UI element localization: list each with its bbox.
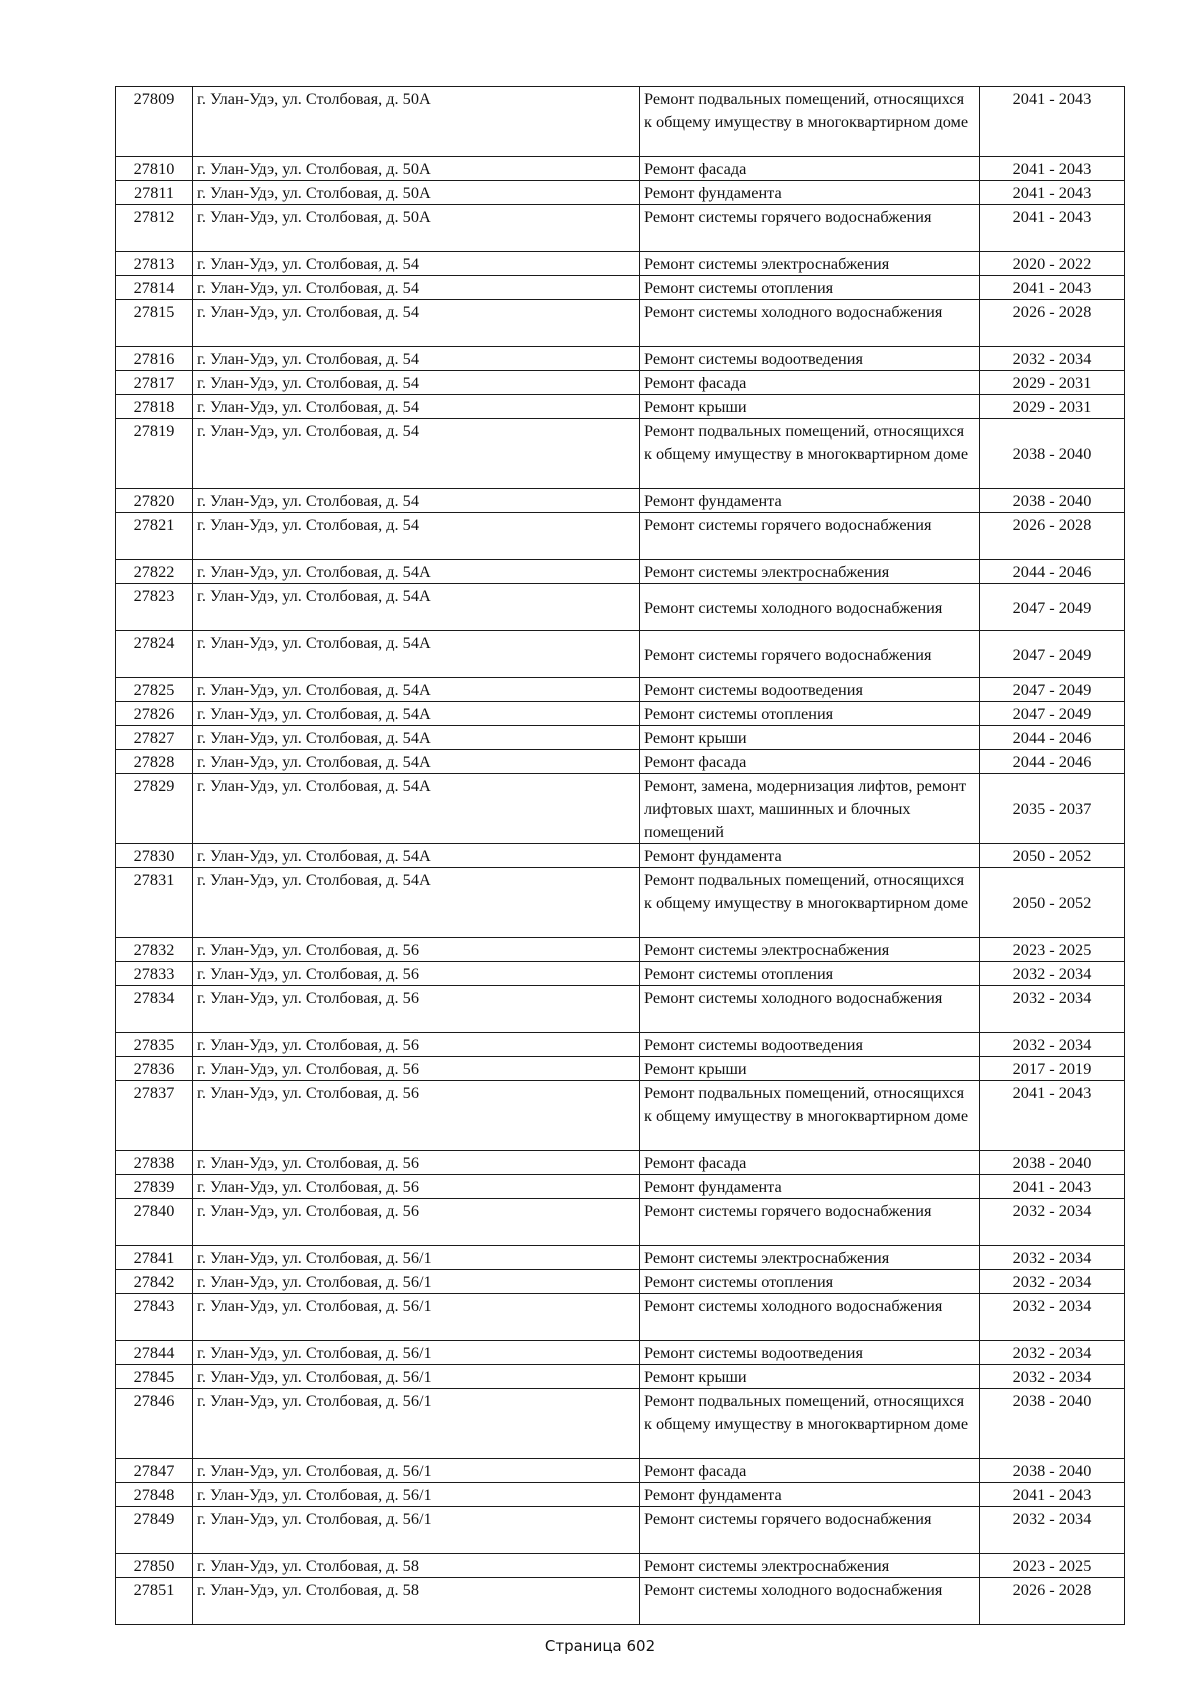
table-row xyxy=(116,726,1125,750)
work-type-cell: Ремонт системы горячего водоснабжения xyxy=(640,1507,980,1554)
address-cell: г. Улан-Удэ, ул. Столбовая, д. 50А xyxy=(193,157,640,181)
period-cell: 2041 - 2043 xyxy=(980,181,1125,205)
table-row xyxy=(116,1341,1125,1365)
row-number-cell: 27823 xyxy=(116,584,193,631)
work-type-cell: Ремонт системы горячего водоснабжения xyxy=(640,205,980,252)
row-number-cell: 27811 xyxy=(116,181,193,205)
row-number-cell: 27814 xyxy=(116,276,193,300)
address-cell: г. Улан-Удэ, ул. Столбовая, д. 56/1 xyxy=(193,1294,640,1341)
work-type-cell: Ремонт системы водоотведения xyxy=(640,347,980,371)
work-type-cell: Ремонт системы электроснабжения xyxy=(640,252,980,276)
address-cell: г. Улан-Удэ, ул. Столбовая, д. 54 xyxy=(193,371,640,395)
table-row xyxy=(116,419,1125,489)
period-cell: 2032 - 2034 xyxy=(980,1199,1125,1246)
period-cell: 2050 - 2052 xyxy=(980,844,1125,868)
table-row xyxy=(116,1246,1125,1270)
address-cell: г. Улан-Удэ, ул. Столбовая, д. 56 xyxy=(193,962,640,986)
period-cell: 2032 - 2034 xyxy=(980,1365,1125,1389)
address-cell: г. Улан-Удэ, ул. Столбовая, д. 56/1 xyxy=(193,1483,640,1507)
address-cell: г. Улан-Удэ, ул. Столбовая, д. 54 xyxy=(193,395,640,419)
table-row xyxy=(116,1294,1125,1341)
row-number-cell: 27844 xyxy=(116,1341,193,1365)
table-row xyxy=(116,513,1125,560)
address-cell: г. Улан-Удэ, ул. Столбовая, д. 56/1 xyxy=(193,1389,640,1459)
address-cell: г. Улан-Удэ, ул. Столбовая, д. 54 xyxy=(193,419,640,489)
table-row xyxy=(116,774,1125,844)
row-number-cell: 27847 xyxy=(116,1459,193,1483)
table-row xyxy=(116,1389,1125,1459)
row-number-cell: 27849 xyxy=(116,1507,193,1554)
row-number-cell: 27825 xyxy=(116,678,193,702)
work-type-cell: Ремонт системы отопления xyxy=(640,962,980,986)
row-number-cell: 27818 xyxy=(116,395,193,419)
address-cell: г. Улан-Удэ, ул. Столбовая, д. 56 xyxy=(193,938,640,962)
table-row xyxy=(116,1081,1125,1151)
table-row xyxy=(116,205,1125,252)
period-cell: 2026 - 2028 xyxy=(980,1578,1125,1625)
row-number-cell: 27832 xyxy=(116,938,193,962)
period-cell: 2032 - 2034 xyxy=(980,1033,1125,1057)
row-number-cell: 27835 xyxy=(116,1033,193,1057)
row-number-cell: 27821 xyxy=(116,513,193,560)
work-type-cell: Ремонт системы электроснабжения xyxy=(640,938,980,962)
work-type-cell: Ремонт крыши xyxy=(640,1057,980,1081)
address-cell: г. Улан-Удэ, ул. Столбовая, д. 56/1 xyxy=(193,1507,640,1554)
period-cell: 2050 - 2052 xyxy=(980,868,1125,938)
address-cell: г. Улан-Удэ, ул. Столбовая, д. 56/1 xyxy=(193,1341,640,1365)
period-cell: 2032 - 2034 xyxy=(980,962,1125,986)
address-cell: г. Улан-Удэ, ул. Столбовая, д. 56/1 xyxy=(193,1270,640,1294)
period-cell: 2032 - 2034 xyxy=(980,347,1125,371)
period-cell: 2038 - 2040 xyxy=(980,1151,1125,1175)
period-cell: 2032 - 2034 xyxy=(980,986,1125,1033)
table-row xyxy=(116,986,1125,1033)
work-type-cell: Ремонт фундамента xyxy=(640,844,980,868)
table-row xyxy=(116,300,1125,347)
row-number-cell: 27829 xyxy=(116,774,193,844)
address-cell: г. Улан-Удэ, ул. Столбовая, д. 54А xyxy=(193,726,640,750)
table-row xyxy=(116,1270,1125,1294)
row-number-cell: 27836 xyxy=(116,1057,193,1081)
period-cell: 2047 - 2049 xyxy=(980,584,1125,631)
row-number-cell: 27848 xyxy=(116,1483,193,1507)
work-type-cell: Ремонт фундамента xyxy=(640,489,980,513)
work-type-cell: Ремонт системы отопления xyxy=(640,276,980,300)
address-cell: г. Улан-Удэ, ул. Столбовая, д. 54А xyxy=(193,678,640,702)
period-cell: 2041 - 2043 xyxy=(980,276,1125,300)
work-type-cell: Ремонт крыши xyxy=(640,1365,980,1389)
row-number-cell: 27839 xyxy=(116,1175,193,1199)
work-type-cell: Ремонт подвальных помещений, относящихся к общему имуществу в многоквартирном доме xyxy=(640,1081,980,1151)
work-type-cell: Ремонт системы отопления xyxy=(640,702,980,726)
row-number-cell: 27822 xyxy=(116,560,193,584)
row-number-cell: 27833 xyxy=(116,962,193,986)
work-type-cell: Ремонт фасада xyxy=(640,371,980,395)
work-type-cell: Ремонт системы электроснабжения xyxy=(640,1246,980,1270)
table-row xyxy=(116,868,1125,938)
row-number-cell: 27810 xyxy=(116,157,193,181)
work-type-cell: Ремонт системы водоотведения xyxy=(640,1341,980,1365)
period-cell: 2035 - 2037 xyxy=(980,774,1125,844)
period-cell: 2038 - 2040 xyxy=(980,1389,1125,1459)
address-cell: г. Улан-Удэ, ул. Столбовая, д. 56/1 xyxy=(193,1459,640,1483)
address-cell: г. Улан-Удэ, ул. Столбовая, д. 54 xyxy=(193,276,640,300)
row-number-cell: 27812 xyxy=(116,205,193,252)
table-row xyxy=(116,276,1125,300)
period-cell: 2041 - 2043 xyxy=(980,1483,1125,1507)
row-number-cell: 27843 xyxy=(116,1294,193,1341)
period-cell: 2038 - 2040 xyxy=(980,1459,1125,1483)
address-cell: г. Улан-Удэ, ул. Столбовая, д. 54А xyxy=(193,702,640,726)
period-cell: 2041 - 2043 xyxy=(980,87,1125,157)
row-number-cell: 27819 xyxy=(116,419,193,489)
address-cell: г. Улан-Удэ, ул. Столбовая, д. 56/1 xyxy=(193,1365,640,1389)
table-row xyxy=(116,678,1125,702)
address-cell: г. Улан-Удэ, ул. Столбовая, д. 56 xyxy=(193,1175,640,1199)
row-number-cell: 27828 xyxy=(116,750,193,774)
period-cell: 2038 - 2040 xyxy=(980,419,1125,489)
table-row xyxy=(116,1175,1125,1199)
table-row xyxy=(116,1365,1125,1389)
work-type-cell: Ремонт крыши xyxy=(640,395,980,419)
period-cell: 2044 - 2046 xyxy=(980,560,1125,584)
work-type-cell: Ремонт системы горячего водоснабжения xyxy=(640,1199,980,1246)
table-body xyxy=(116,87,1125,1625)
table-row xyxy=(116,181,1125,205)
address-cell: г. Улан-Удэ, ул. Столбовая, д. 56 xyxy=(193,1151,640,1175)
work-type-cell: Ремонт подвальных помещений, относящихся к общему имуществу в многоквартирном доме xyxy=(640,87,980,157)
repair-schedule-table xyxy=(115,86,1125,1625)
row-number-cell: 27851 xyxy=(116,1578,193,1625)
address-cell: г. Улан-Удэ, ул. Столбовая, д. 54А xyxy=(193,584,640,631)
row-number-cell: 27842 xyxy=(116,1270,193,1294)
period-cell: 2038 - 2040 xyxy=(980,489,1125,513)
period-cell: 2029 - 2031 xyxy=(980,395,1125,419)
address-cell: г. Улан-Удэ, ул. Столбовая, д. 54 xyxy=(193,513,640,560)
address-cell: г. Улан-Удэ, ул. Столбовая, д. 54 xyxy=(193,300,640,347)
row-number-cell: 27817 xyxy=(116,371,193,395)
table-row xyxy=(116,1151,1125,1175)
row-number-cell: 27826 xyxy=(116,702,193,726)
table-row xyxy=(116,252,1125,276)
period-cell: 2032 - 2034 xyxy=(980,1507,1125,1554)
table-row xyxy=(116,1554,1125,1578)
row-number-cell: 27830 xyxy=(116,844,193,868)
table-row xyxy=(116,1507,1125,1554)
work-type-cell: Ремонт системы горячего водоснабжения xyxy=(640,631,980,678)
row-number-cell: 27824 xyxy=(116,631,193,678)
period-cell: 2026 - 2028 xyxy=(980,300,1125,347)
work-type-cell: Ремонт системы холодного водоснабжения xyxy=(640,1578,980,1625)
address-cell: г. Улан-Удэ, ул. Столбовая, д. 54 xyxy=(193,252,640,276)
address-cell: г. Улан-Удэ, ул. Столбовая, д. 54А xyxy=(193,560,640,584)
period-cell: 2029 - 2031 xyxy=(980,371,1125,395)
work-type-cell: Ремонт фасада xyxy=(640,1459,980,1483)
period-cell: 2041 - 2043 xyxy=(980,157,1125,181)
period-cell: 2032 - 2034 xyxy=(980,1341,1125,1365)
address-cell: г. Улан-Удэ, ул. Столбовая, д. 56 xyxy=(193,1081,640,1151)
row-number-cell: 27815 xyxy=(116,300,193,347)
address-cell: г. Улан-Удэ, ул. Столбовая, д. 58 xyxy=(193,1554,640,1578)
page-number: Страница 602 xyxy=(544,1637,656,1655)
work-type-cell: Ремонт фасада xyxy=(640,157,980,181)
period-cell: 2047 - 2049 xyxy=(980,702,1125,726)
period-cell: 2044 - 2046 xyxy=(980,726,1125,750)
table-row xyxy=(116,1483,1125,1507)
row-number-cell: 27846 xyxy=(116,1389,193,1459)
row-number-cell: 27840 xyxy=(116,1199,193,1246)
row-number-cell: 27809 xyxy=(116,87,193,157)
period-cell: 2032 - 2034 xyxy=(980,1246,1125,1270)
row-number-cell: 27831 xyxy=(116,868,193,938)
address-cell: г. Улан-Удэ, ул. Столбовая, д. 54 xyxy=(193,489,640,513)
row-number-cell: 27816 xyxy=(116,347,193,371)
table-row xyxy=(116,1199,1125,1246)
address-cell: г. Улан-Удэ, ул. Столбовая, д. 54А xyxy=(193,631,640,678)
period-cell: 2023 - 2025 xyxy=(980,938,1125,962)
row-number-cell: 27813 xyxy=(116,252,193,276)
work-type-cell: Ремонт фундамента xyxy=(640,181,980,205)
table-row xyxy=(116,844,1125,868)
table-row xyxy=(116,938,1125,962)
row-number-cell: 27841 xyxy=(116,1246,193,1270)
work-type-cell: Ремонт крыши xyxy=(640,726,980,750)
period-cell: 2017 - 2019 xyxy=(980,1057,1125,1081)
row-number-cell: 27820 xyxy=(116,489,193,513)
address-cell: г. Улан-Удэ, ул. Столбовая, д. 50А xyxy=(193,181,640,205)
period-cell: 2041 - 2043 xyxy=(980,205,1125,252)
period-cell: 2032 - 2034 xyxy=(980,1294,1125,1341)
table-row xyxy=(116,1057,1125,1081)
work-type-cell: Ремонт подвальных помещений, относящихся к общему имуществу в многоквартирном доме xyxy=(640,1389,980,1459)
table-row xyxy=(116,371,1125,395)
period-cell: 2032 - 2034 xyxy=(980,1270,1125,1294)
address-cell: г. Улан-Удэ, ул. Столбовая, д. 56 xyxy=(193,1057,640,1081)
table-row xyxy=(116,157,1125,181)
period-cell: 2047 - 2049 xyxy=(980,631,1125,678)
address-cell: г. Улан-Удэ, ул. Столбовая, д. 54 xyxy=(193,347,640,371)
address-cell: г. Улан-Удэ, ул. Столбовая, д. 50А xyxy=(193,87,640,157)
period-cell: 2041 - 2043 xyxy=(980,1175,1125,1199)
row-number-cell: 27838 xyxy=(116,1151,193,1175)
work-type-cell: Ремонт фасада xyxy=(640,1151,980,1175)
address-cell: г. Улан-Удэ, ул. Столбовая, д. 56 xyxy=(193,1199,640,1246)
work-type-cell: Ремонт системы горячего водоснабжения xyxy=(640,513,980,560)
period-cell: 2041 - 2043 xyxy=(980,1081,1125,1151)
work-type-cell: Ремонт системы холодного водоснабжения xyxy=(640,1294,980,1341)
work-type-cell: Ремонт системы отопления xyxy=(640,1270,980,1294)
address-cell: г. Улан-Удэ, ул. Столбовая, д. 54А xyxy=(193,774,640,844)
work-type-cell: Ремонт подвальных помещений, относящихся к общему имуществу в многоквартирном доме xyxy=(640,868,980,938)
row-number-cell: 27834 xyxy=(116,986,193,1033)
work-type-cell: Ремонт системы электроснабжения xyxy=(640,1554,980,1578)
address-cell: г. Улан-Удэ, ул. Столбовая, д. 50А xyxy=(193,205,640,252)
work-type-cell: Ремонт фундамента xyxy=(640,1483,980,1507)
table-row xyxy=(116,702,1125,726)
work-type-cell: Ремонт системы холодного водоснабжения xyxy=(640,986,980,1033)
work-type-cell: Ремонт системы электроснабжения xyxy=(640,560,980,584)
address-cell: г. Улан-Удэ, ул. Столбовая, д. 56 xyxy=(193,986,640,1033)
row-number-cell: 27837 xyxy=(116,1081,193,1151)
work-type-cell: Ремонт фундамента xyxy=(640,1175,980,1199)
table-row xyxy=(116,560,1125,584)
table-row xyxy=(116,584,1125,631)
period-cell: 2026 - 2028 xyxy=(980,513,1125,560)
row-number-cell: 27845 xyxy=(116,1365,193,1389)
table-row xyxy=(116,750,1125,774)
table-row xyxy=(116,489,1125,513)
work-type-cell: Ремонт системы водоотведения xyxy=(640,1033,980,1057)
period-cell: 2020 - 2022 xyxy=(980,252,1125,276)
address-cell: г. Улан-Удэ, ул. Столбовая, д. 54А xyxy=(193,750,640,774)
table-row xyxy=(116,1033,1125,1057)
work-type-cell: Ремонт системы водоотведения xyxy=(640,678,980,702)
table-row xyxy=(116,631,1125,678)
row-number-cell: 27827 xyxy=(116,726,193,750)
work-type-cell: Ремонт, замена, модернизация лифтов, ремонт лифтовых шахт, машинных и блочных помещений xyxy=(640,774,980,844)
table-row xyxy=(116,962,1125,986)
period-cell: 2047 - 2049 xyxy=(980,678,1125,702)
table-row xyxy=(116,87,1125,157)
address-cell: г. Улан-Удэ, ул. Столбовая, д. 58 xyxy=(193,1578,640,1625)
row-number-cell: 27850 xyxy=(116,1554,193,1578)
table-row xyxy=(116,395,1125,419)
address-cell: г. Улан-Удэ, ул. Столбовая, д. 54А xyxy=(193,844,640,868)
work-type-cell: Ремонт системы холодного водоснабжения xyxy=(640,300,980,347)
address-cell: г. Улан-Удэ, ул. Столбовая, д. 54А xyxy=(193,868,640,938)
period-cell: 2023 - 2025 xyxy=(980,1554,1125,1578)
work-type-cell: Ремонт фасада xyxy=(640,750,980,774)
work-type-cell: Ремонт подвальных помещений, относящихся к общему имуществу в многоквартирном доме xyxy=(640,419,980,489)
table-row xyxy=(116,347,1125,371)
work-type-cell: Ремонт системы холодного водоснабжения xyxy=(640,584,980,631)
table-row xyxy=(116,1459,1125,1483)
address-cell: г. Улан-Удэ, ул. Столбовая, д. 56/1 xyxy=(193,1246,640,1270)
table-row xyxy=(116,1578,1125,1625)
period-cell: 2044 - 2046 xyxy=(980,750,1125,774)
address-cell: г. Улан-Удэ, ул. Столбовая, д. 56 xyxy=(193,1033,640,1057)
